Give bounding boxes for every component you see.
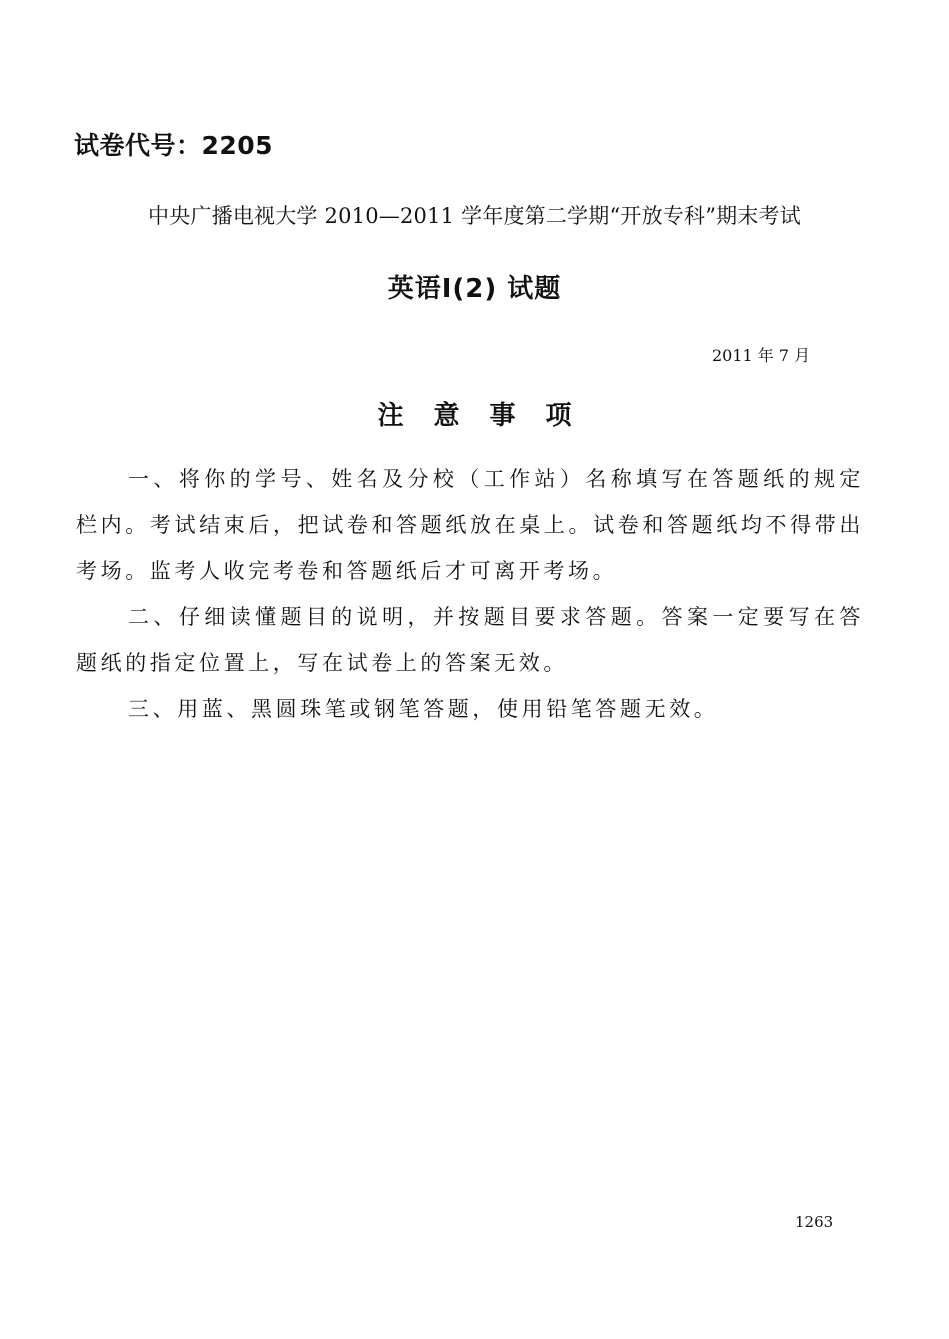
notice-item-1: 一、将你的学号、姓名及分校（工作站）名称填写在答题纸的规定栏内。考试结束后，把试卷和答题纸放在桌上。试卷和答题纸均不得带出考场。监考人收完考卷和答题纸后才可离开考场。 [76,467,864,583]
exam-title: 中央广播电视大学 2010—2011 学年度第二学期“开放专科”期末考试 [148,204,801,228]
page-number: 1263 [795,1213,834,1231]
notice-heading: 注意事项 [377,401,602,431]
notice-item-2: 二、仔细读懂题目的说明，并按题目要求答题。答案一定要写在答题纸的指定位置上，写在试卷上的答案无效。 [76,605,864,675]
subject-title: 英语Ⅰ(2) 试题 [387,274,562,304]
notice-item-3: 三、用蓝、黑圆珠笔或钢笔答题，使用铅笔答题无效。 [128,697,719,721]
exam-date: 2011 年 7 月 [712,346,811,365]
paper-code: 试卷代号：2205 [74,131,274,160]
notice-list [76,456,864,732]
